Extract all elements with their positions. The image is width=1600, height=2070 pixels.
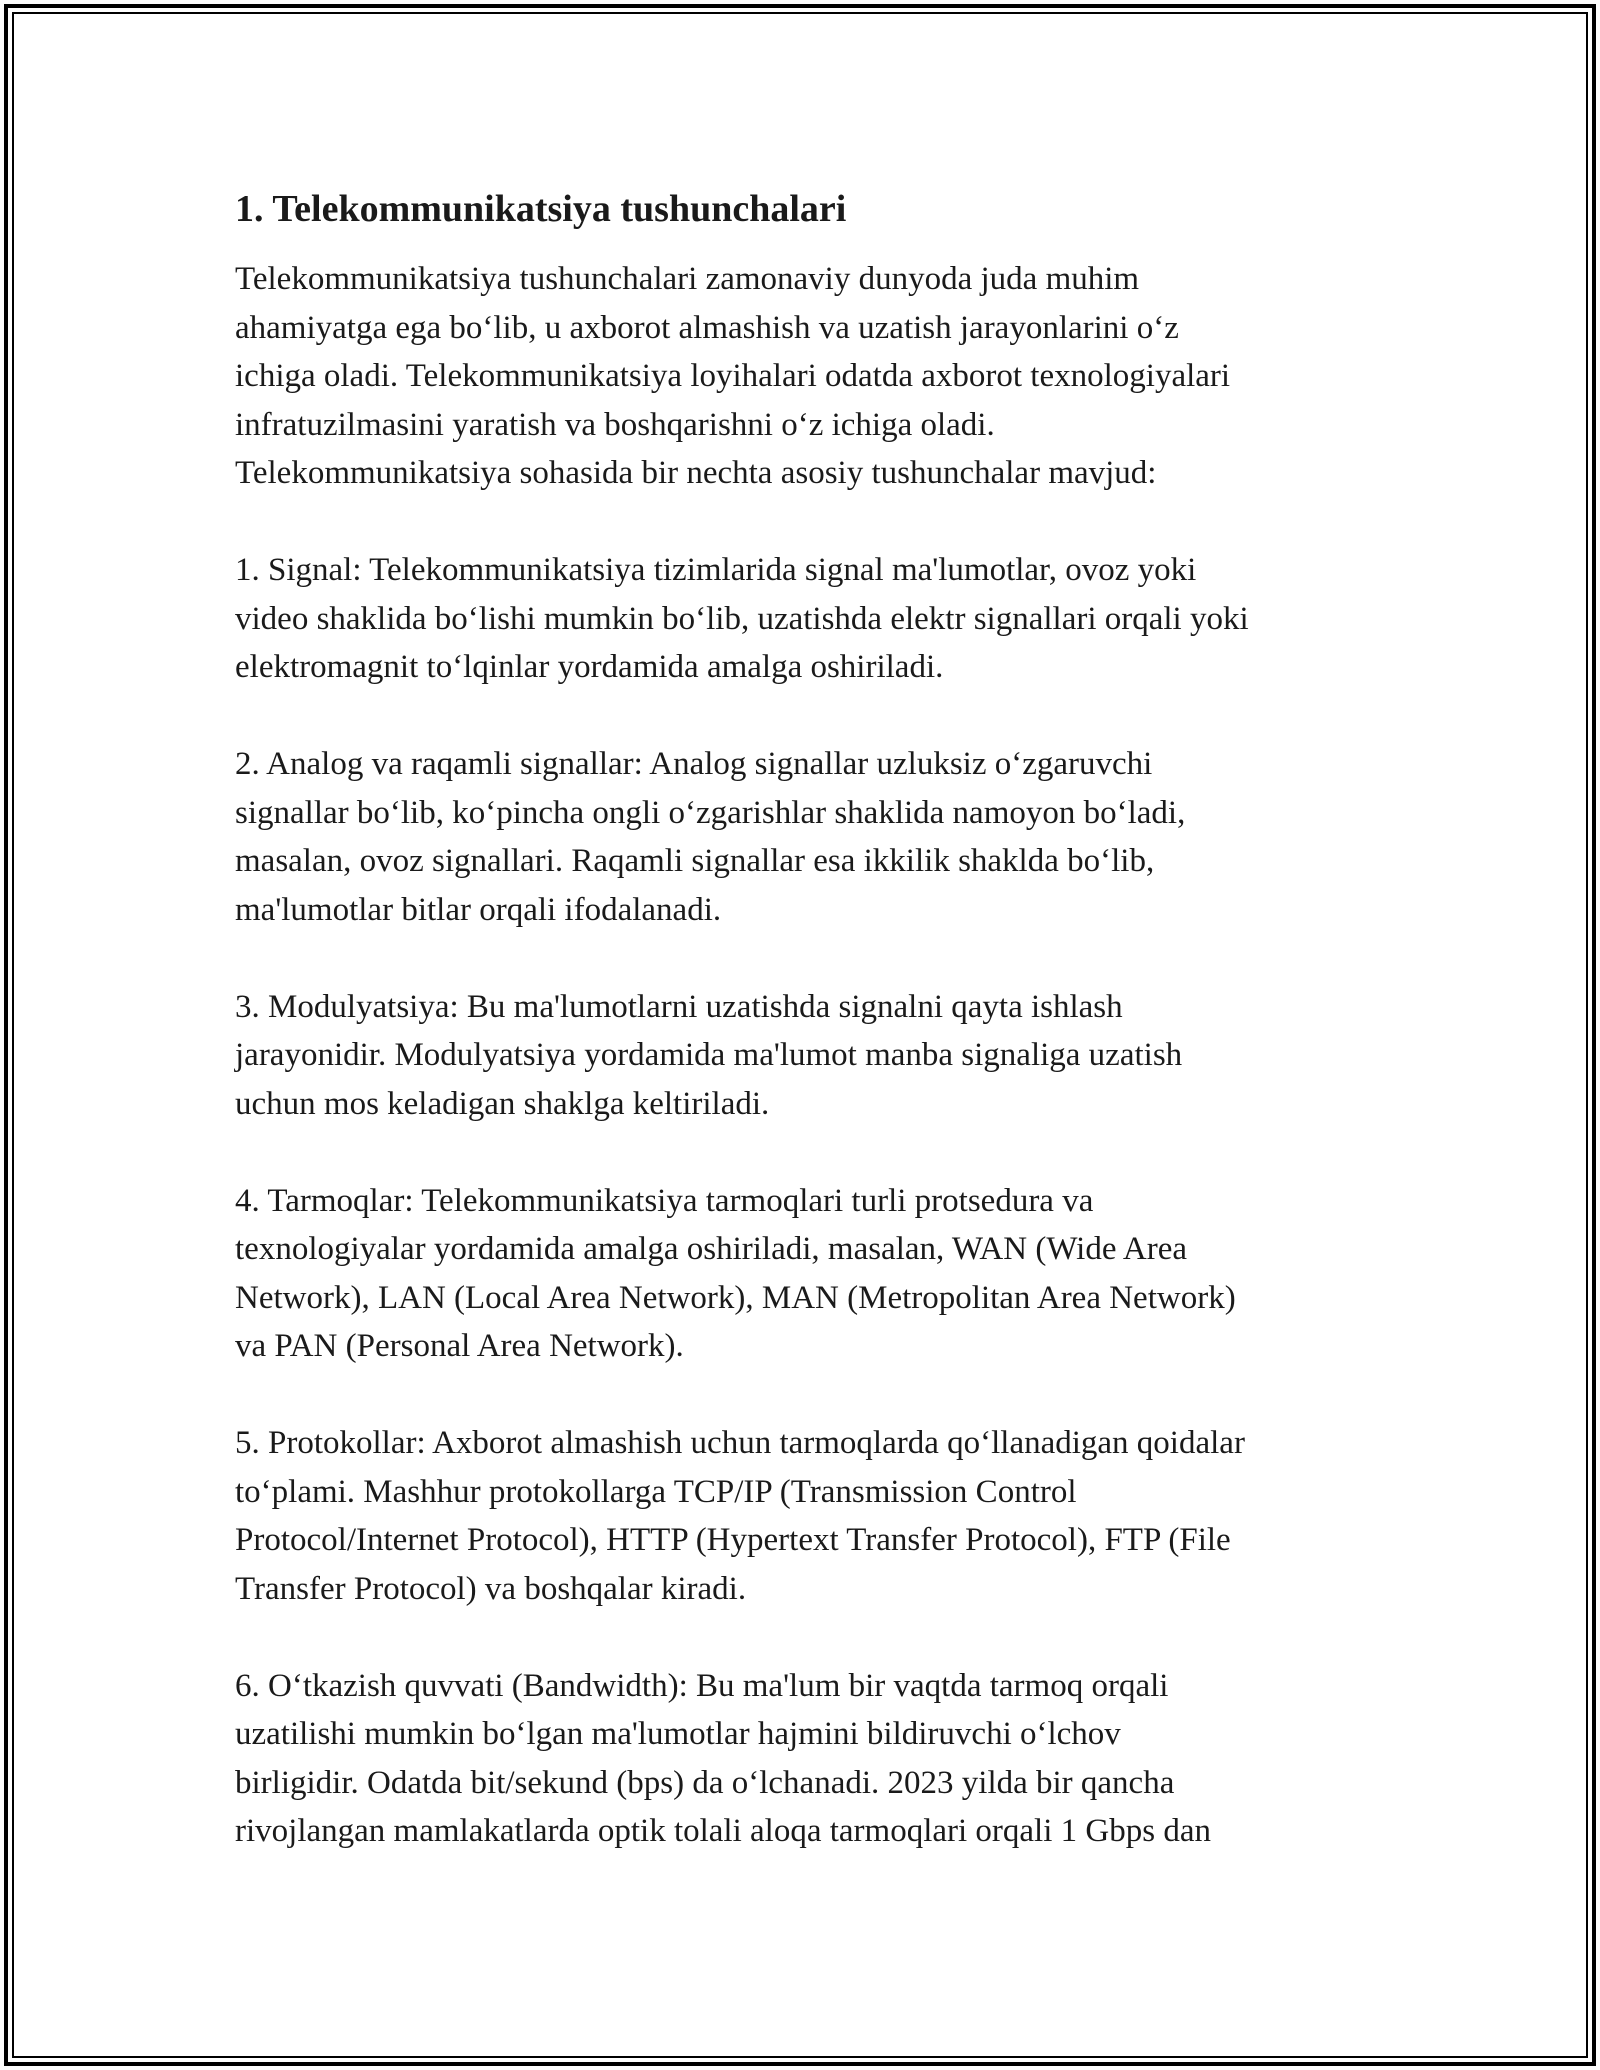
text-line: Transfer Protocol) va boshqalar kiradi. bbox=[235, 1570, 747, 1607]
text-line: signallar bo‘lib, ko‘pincha ongli o‘zgarishlar shaklida namoyon bo‘ladi, bbox=[235, 794, 1186, 831]
text-line: 4. Tarmoqlar: Telekommunikatsiya tarmoqlari turli protsedura va bbox=[235, 1182, 1094, 1219]
text-line: elektromagnit to‘lqinlar yordamida amalga oshiriladi. bbox=[235, 649, 944, 685]
text-line: 2. Analog va raqamli signallar: Analog signallar uzluksiz o‘zgaruvchi bbox=[235, 746, 1153, 782]
text-line: texnologiyalar yordamida amalga oshiriladi, masalan, WAN (Wide Area bbox=[235, 1231, 1188, 1267]
text-line: Telekommunikatsiya tushunchalari zamonaviy dunyoda juda muhim bbox=[235, 261, 1140, 297]
document-body bbox=[235, 185, 1375, 1904]
text-line: ichiga oladi. Telekommunikatsiya loyihalari odatda axborot texnologiyalari bbox=[235, 358, 1231, 394]
text-line: infratuzilmasini yaratish va boshqarishni o‘z ichiga oladi. bbox=[235, 406, 995, 443]
text-line: 6. O‘tkazish quvvati (Bandwidth): Bu ma'lum bir vaqtda tarmoq orqali bbox=[235, 1667, 1169, 1704]
text-line: Network), LAN (Local Area Network), MAN (Metropolitan Area Network) bbox=[235, 1279, 1236, 1316]
text-line: ma'lumotlar bitlar orqali ifodalanadi. bbox=[235, 891, 722, 928]
text-line: video shaklida bo‘lishi mumkin bo‘lib, uzatishda elektr signallari orqali yoki bbox=[235, 600, 1249, 637]
text-line: birligidir. Odatda bit/sekund (bps) da o‘lchanadi. 2023 yilda bir qancha bbox=[235, 1764, 1175, 1801]
paragraph-modulation bbox=[235, 983, 1375, 1129]
text-line: Telekommunikatsiya sohasida bir nechta asosiy tushunchalar mavjud: bbox=[235, 455, 1157, 491]
paragraph-networks bbox=[235, 1177, 1375, 1371]
text-line: va PAN (Personal Area Network). bbox=[235, 1328, 684, 1364]
text-line: 5. Protokollar: Axborot almashish uchun tarmoqlarda qo‘llanadigan qoidalar bbox=[235, 1425, 1245, 1461]
text-line: to‘plami. Mashhur protokollarga TCP/IP (Transmission Control bbox=[235, 1473, 1077, 1510]
text-line: uchun mos keladigan shaklga keltiriladi. bbox=[235, 1085, 770, 1122]
section-heading: 1. Telekommunikatsiya tushunchalari bbox=[235, 188, 847, 230]
paragraph-bandwidth bbox=[235, 1662, 1375, 1856]
text-line: rivojlangan mamlakatlarda optik tolali aloqa tarmoqlari orqali 1 Gbps dan bbox=[235, 1813, 1211, 1849]
text-line: 1. Signal: Telekommunikatsiya tizimlarida signal ma'lumotlar, ovoz yoki bbox=[235, 552, 1197, 588]
text-line: ahamiyatga ega bo‘lib, u axborot almashish va uzatish jarayonlarini o‘z bbox=[235, 309, 1179, 346]
text-line: 3. Modulyatsiya: Bu ma'lumotlarni uzatishda signalni qayta ishlash bbox=[235, 988, 1123, 1025]
text-line: jarayonidir. Modulyatsiya yordamida ma'lumot manba signaliga uzatish bbox=[235, 1037, 1183, 1073]
text-line: masalan, ovoz signallari. Raqamli signallar esa ikkilik shaklda bo‘lib, bbox=[235, 843, 1155, 879]
text-line: uzatilishi mumkin bo‘lgan ma'lumotlar hajmini bildiruvchi o‘lchov bbox=[235, 1716, 1121, 1752]
text-line: Protocol/Internet Protocol), HTTP (Hypertext Transfer Protocol), FTP (File bbox=[235, 1522, 1231, 1558]
paragraph-protocols bbox=[235, 1419, 1375, 1613]
paragraph-intro bbox=[235, 255, 1375, 498]
paragraph-analog-digital bbox=[235, 740, 1375, 934]
paragraph-signal bbox=[235, 546, 1375, 692]
